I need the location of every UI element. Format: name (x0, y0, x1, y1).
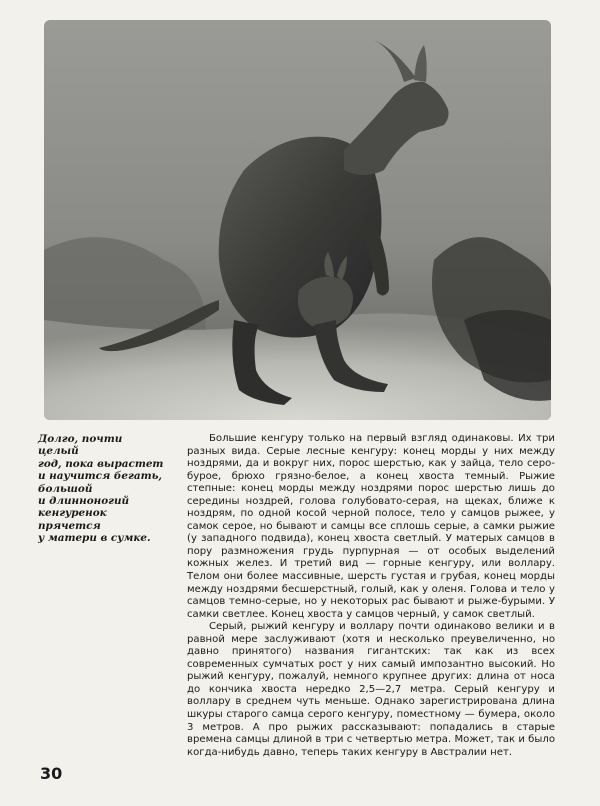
kangaroo-photo-image (44, 20, 551, 420)
article-paragraph: Большие кенгуру только на первый взгляд одинаковы. Их три разных вида. Серые лесные кенгуру: конец морды у них между ноздрями, да и вокруг них, порос шерстью, как у зайца, тело серо-бурое, брюхо грязно-белое, а конец хвоста темный. Рыжие степные: конец морды между ноздрями порос шерстью лишь до середины ноздрей, голова голубовато-серая, на щеках, ближе к ноздрям, по одной косой черной полосе, тело у самцов рыжее, у самок серое, но бывают и самцы все сплошь серые, а самки рыжие (у западного подвида), конец хвоста светлый. У матерых самцов в пору размножения грудь пурпурная — от особых выделений кожных желез. И третий вид — горные кенгуру, или воллару. Телом они более массивные, шерсть густая и грубая, конец морды между ноздрями бесшерстный, голый, как у оленя. Голова и тело у самцов темно-серые, но у некоторых рас бывают и рыже-бурыми. У самки светлее. Конец хвоста у самцов черный, у самок светлый. (187, 433, 555, 620)
kangaroo-photo (44, 20, 551, 420)
article-body (187, 433, 555, 759)
article-paragraph: Серый, рыжий кенгуру и воллару почти одинаково велики и в равной мере заслуживают (хотя и несколько преувеличенно, но давно принятого) названия гигантских: так как из всех современных сумчатых рост у них самый импозантно высокий. Но рыжий кенгуру, пожалуй, немного крупнее других: длина от носа до кончика хвоста нередко 2,5—2,7 метра. Серый кенгуру и воллару в среднем чуть меньше. Однако зарегистрирована длина шкуры старого самца серого кенгуру, поместному — бумера, около 3 метров. А про рыжих рассказывают: попадались в старые времена самцы длиной в три с четвертью метра. Может, так и было когда-нибудь давно, теперь таких кенгуру в Австралии нет. (187, 621, 555, 758)
photo-caption: Долго, почти целый год, пока вырастет и научится бегать, большой и длинноногий кенгуренок прячется у матери в сумке. (38, 433, 164, 545)
page-number: 30 (40, 764, 63, 783)
